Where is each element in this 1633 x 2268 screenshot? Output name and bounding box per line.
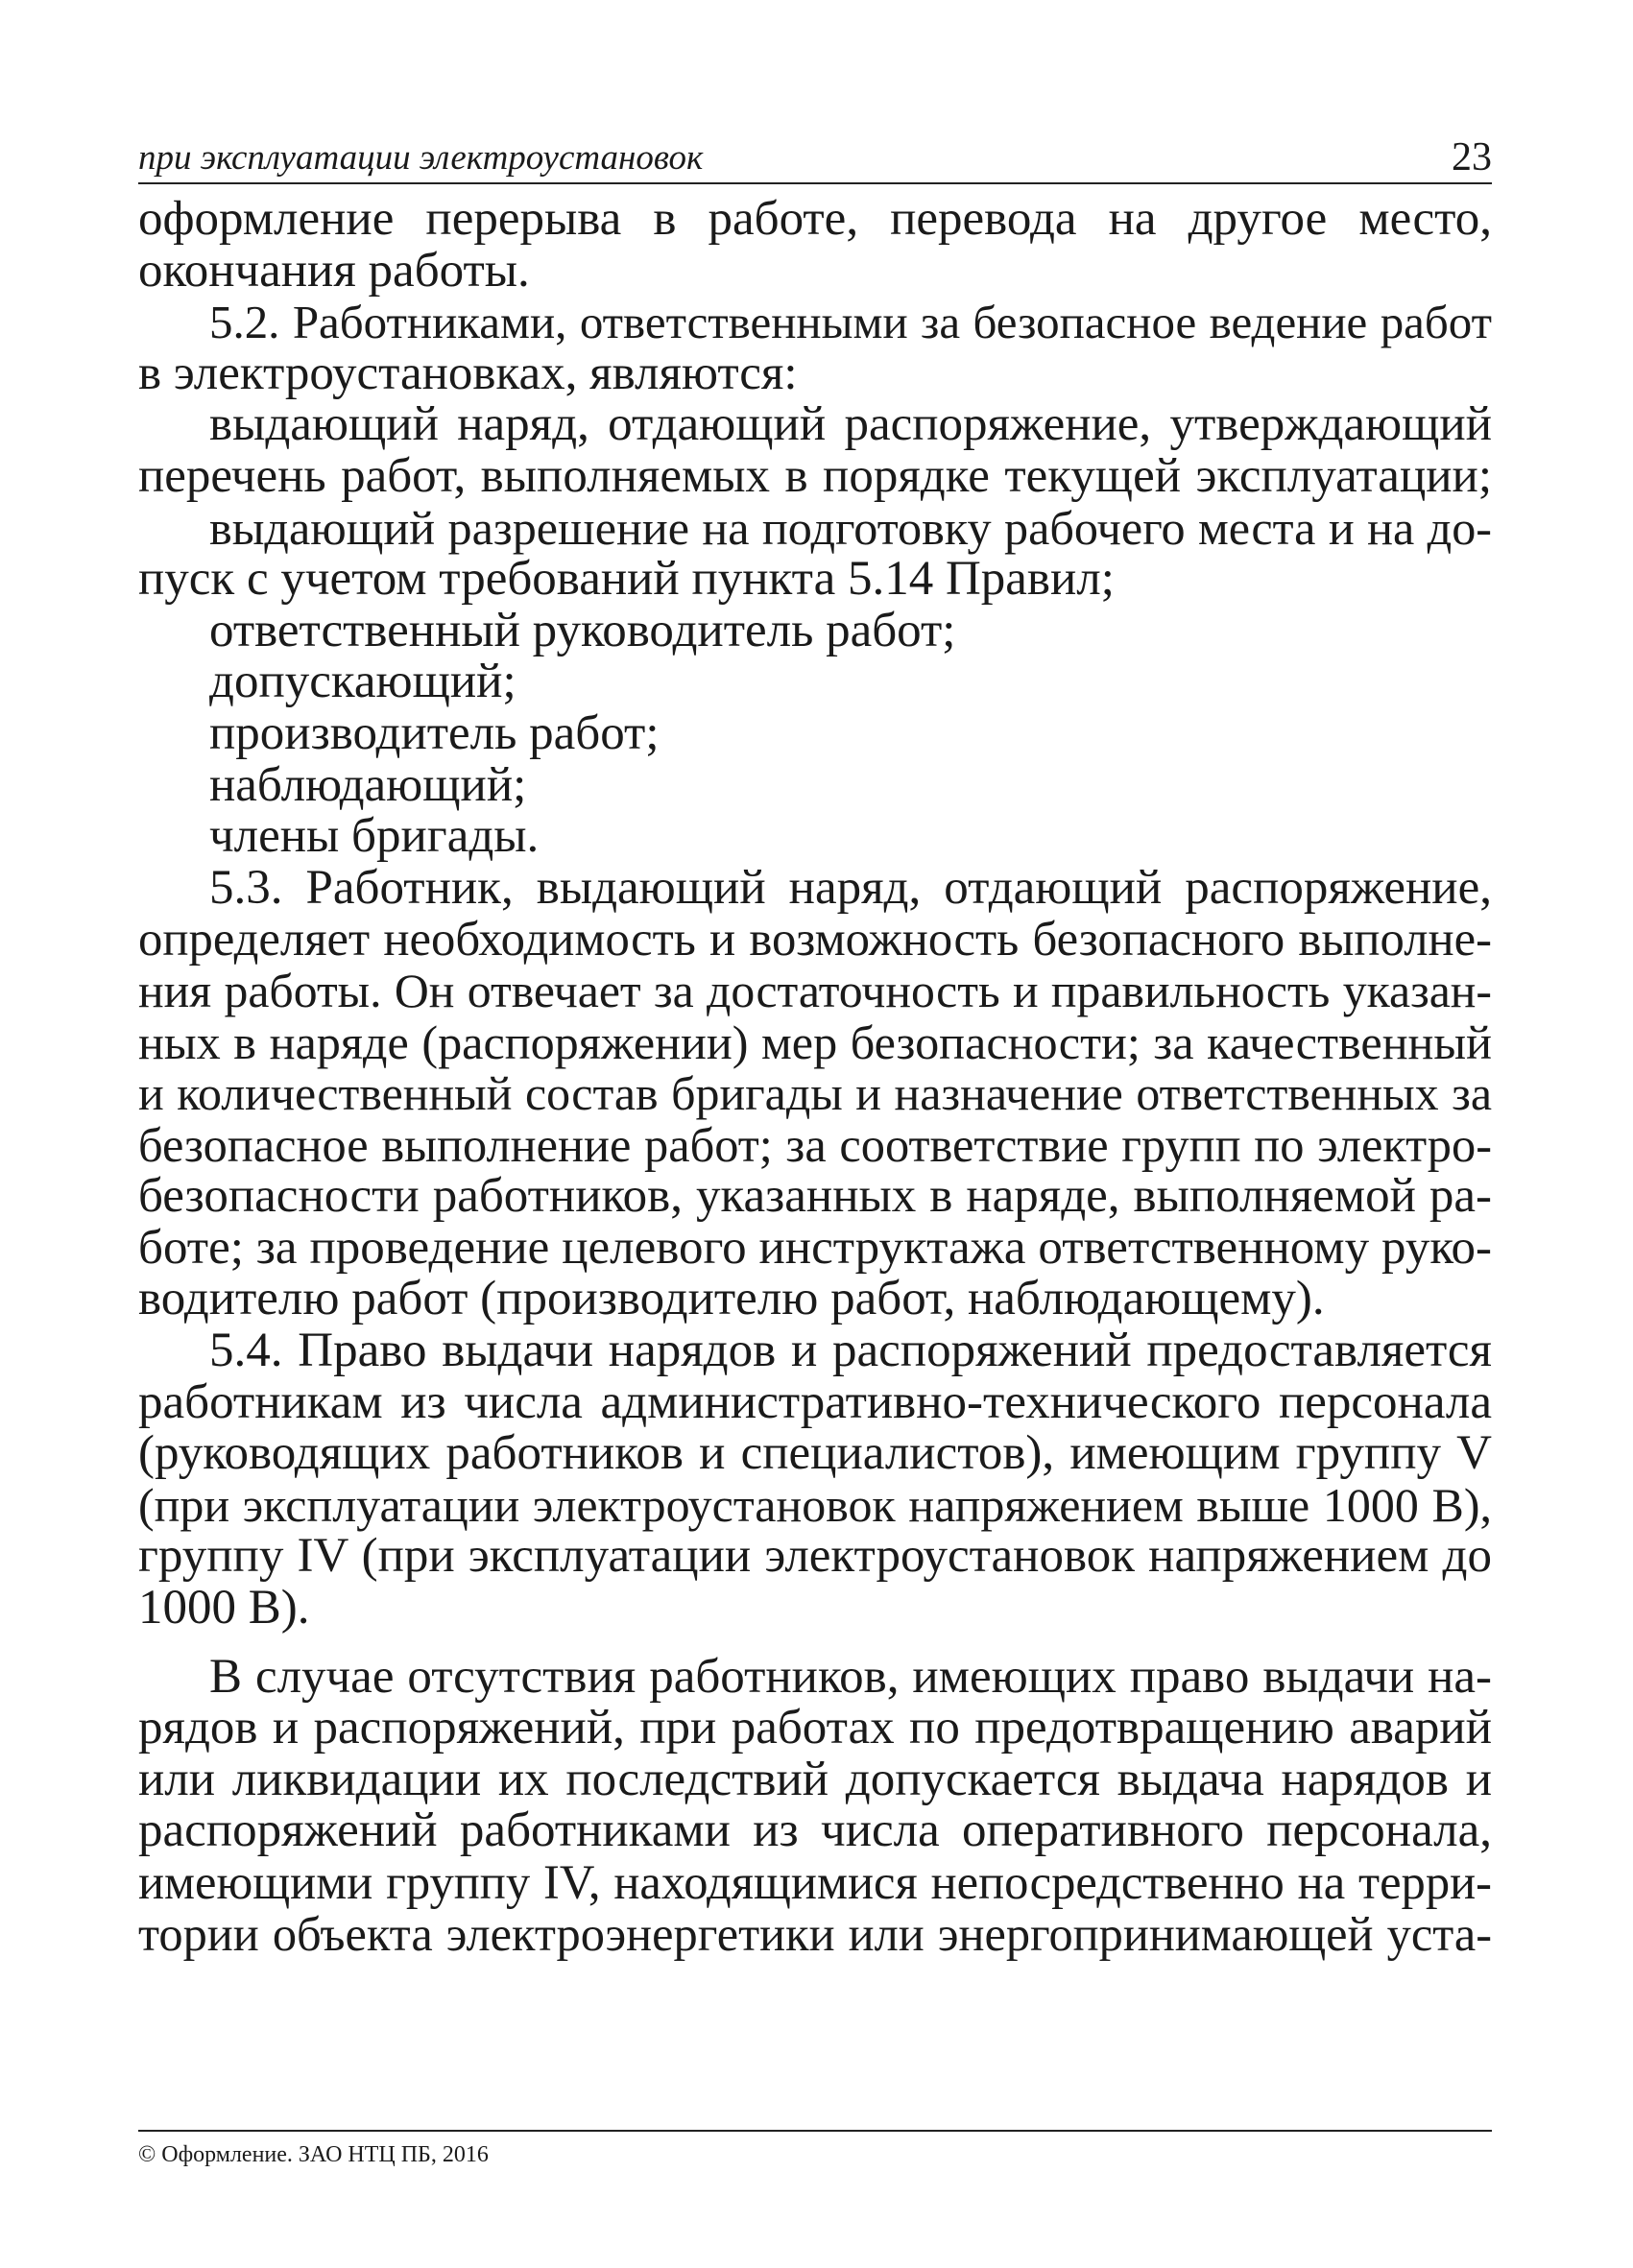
running-head-title: при эксплуатации электроустановок: [138, 138, 704, 178]
text-line: работникам из числа административно-технического персонала: [138, 1374, 1492, 1429]
footer-divider: [138, 2130, 1492, 2132]
text-line: тории объекта электроэнергетики или энергопринимающей уста-: [138, 1906, 1492, 1961]
text-line: и количественный состав бригады и назначение ответственных за: [138, 1067, 1492, 1121]
text-line: перечень работ, выполняемых в порядке текущей эксплуатации;: [138, 448, 1492, 503]
text-line: ответственный руководитель работ;: [209, 603, 956, 657]
text-line: члены бригады.: [209, 809, 540, 864]
text-line: ных в наряде (распоряжении) мер безопасности; за качественный: [138, 1015, 1492, 1069]
text-line: имеющими группу IV, находящимися непосредственно на терри-: [138, 1855, 1492, 1909]
text-line: выдающий разрешение на подготовку рабочего места и на до-: [209, 500, 1492, 555]
text-line: или ликвидации их последствий допускается выдача нарядов и: [138, 1752, 1492, 1806]
text-line: оформление перерыва в работе, перевода на другое место,: [138, 192, 1492, 246]
text-line: 5.3. Работник, выдающий наряд, отдающий распоряжение,: [209, 860, 1492, 915]
copyright-footer: © Оформление. ЗАО НТЦ ПБ, 2016: [138, 2142, 489, 2167]
text-line: определяет необходимость и возможность безопасного выполне-: [138, 912, 1492, 967]
text-line: водителю работ (производителю работ, наблюдающему).: [138, 1272, 1325, 1326]
text-line: наблюдающий;: [209, 757, 527, 812]
text-line: ния работы. Он отвечает за достаточность и правильность указан-: [138, 964, 1492, 1017]
text-line: (при эксплуатации электроустановок напряжением выше 1000 В),: [138, 1477, 1492, 1532]
text-line: окончания работы.: [138, 243, 530, 298]
running-head: [138, 127, 1492, 184]
text-line: безопасности работников, указанных в наряде, выполняемой ра-: [138, 1169, 1492, 1224]
text-line: безопасное выполнение работ; за соответствие групп по электро-: [138, 1117, 1492, 1172]
page-number: 23: [1452, 135, 1492, 179]
body-text: [138, 194, 1492, 1960]
text-line: пуск с учетом требований пункта 5.14 Правил;: [138, 552, 1115, 607]
text-line: группу IV (при эксплуатации электроустановок напряжением до: [138, 1529, 1492, 1584]
text-line: В случае отсутствия работников, имеющих право выдачи на-: [209, 1649, 1492, 1704]
text-line: 1000 В).: [138, 1581, 310, 1635]
text-line: 5.4. Право выдачи нарядов и распоряжений предоставляется: [209, 1324, 1492, 1378]
text-line: боте; за проведение целевого инструктажа ответственному руко-: [138, 1220, 1492, 1275]
text-line: производитель работ;: [209, 705, 660, 760]
text-line: распоряжений работниками из числа оперативного персонала,: [138, 1803, 1492, 1858]
text-line: в электроустановках, являются:: [138, 346, 798, 400]
text-line: 5.2. Работниками, ответственными за безопасное ведение работ: [209, 296, 1492, 349]
text-line: выдающий наряд, отдающий распоряжение, утверждающий: [209, 397, 1492, 452]
text-line: допускающий;: [209, 655, 516, 709]
text-line: рядов и распоряжений, при работах по предотвращению аварий: [138, 1701, 1492, 1755]
text-line: (руководящих работников и специалистов), имеющим группу V: [138, 1426, 1492, 1481]
